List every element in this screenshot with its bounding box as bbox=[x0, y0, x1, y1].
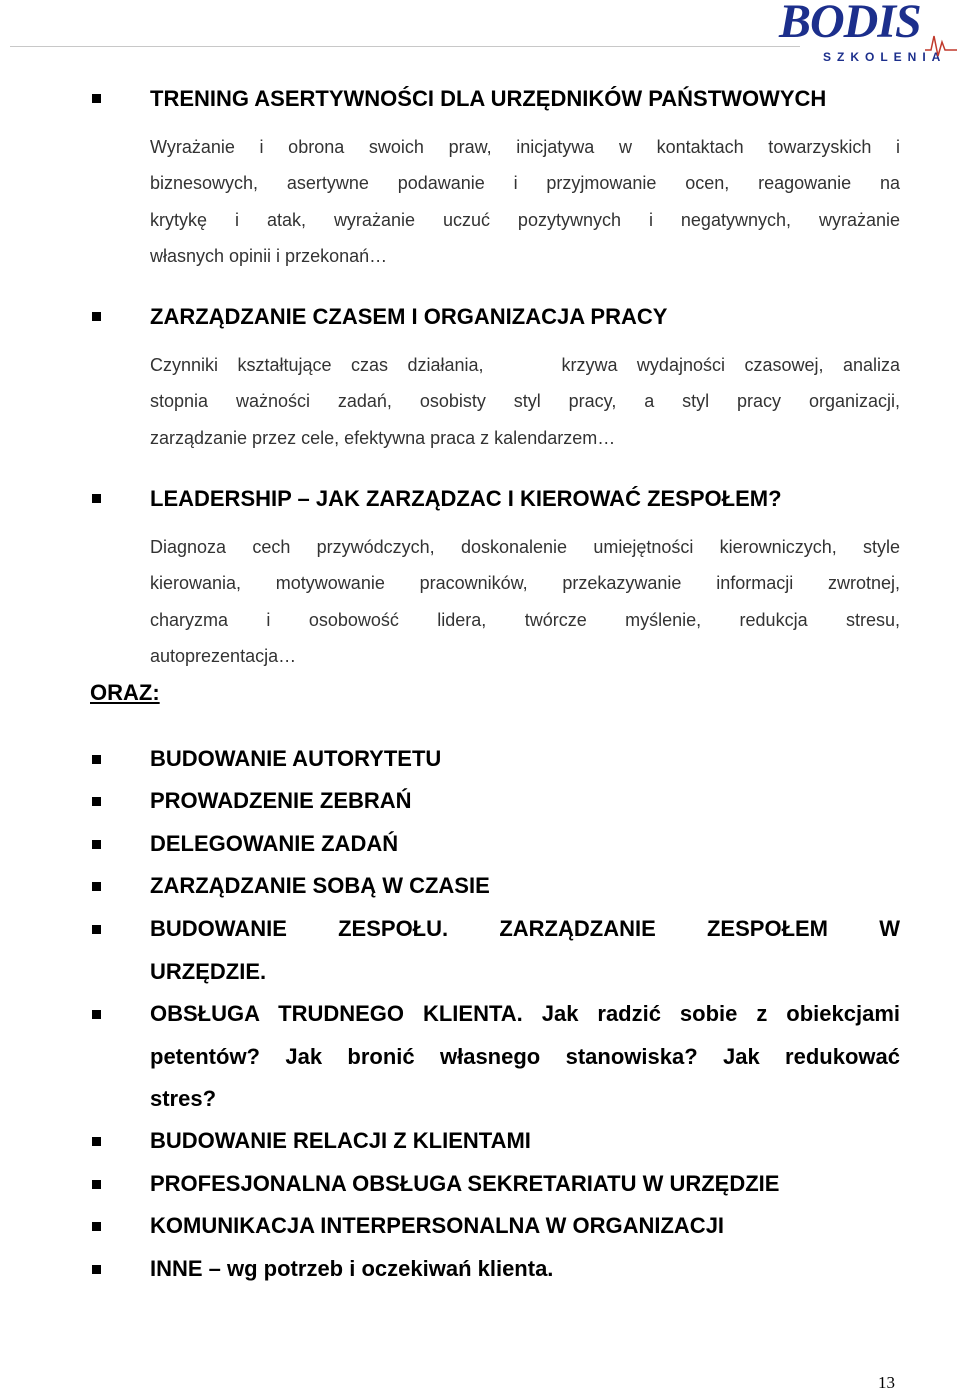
section-title: ZARZĄDZANIE CZASEM I ORGANIZACJA PRACY bbox=[150, 304, 668, 329]
list-item-line: BUDOWANIE AUTORYTETU bbox=[150, 746, 442, 771]
list-item-line: stres? bbox=[150, 1086, 217, 1111]
section-description bbox=[150, 347, 900, 456]
description-line: stopnia ważności zadań, osobisty styl pracy, a styl pracy organizacji, bbox=[150, 391, 900, 412]
list-item-line: INNE – wg potrzeb i oczekiwań klienta. bbox=[150, 1256, 554, 1281]
oraz-label: ORAZ: bbox=[90, 680, 160, 705]
list-item-line: PROFESJONALNA OBSŁUGA SEKRETARIATU W URZĘDZIE bbox=[150, 1171, 780, 1196]
list-bullet bbox=[92, 840, 101, 849]
section-bullet bbox=[92, 494, 101, 503]
list-item-line: ZARZĄDZANIE SOBĄ W CZASIE bbox=[150, 873, 490, 898]
description-line: charyzma i osobowość lidera, twórcze myślenie, redukcja stresu, bbox=[150, 609, 900, 630]
description-line: krytykę i atak, wyrażanie uczuć pozytywnych i negatywnych, wyrażanie bbox=[150, 209, 900, 230]
section-bullet bbox=[92, 312, 101, 321]
bodis-logo bbox=[775, 0, 960, 68]
list-item-line: BUDOWANIE ZESPOŁU. ZARZĄDZANIE ZESPOŁEM W bbox=[150, 916, 900, 941]
list-bullet bbox=[92, 755, 101, 764]
section-title: TRENING ASERTYWNOŚCI DLA URZĘDNIKÓW PAŃSTWOWYCH bbox=[150, 86, 827, 111]
list-item-line: BUDOWANIE RELACJI Z KLIENTAMI bbox=[150, 1128, 531, 1153]
section-description bbox=[150, 529, 900, 675]
page-number: 13 bbox=[878, 1373, 895, 1392]
list-item-line: DELEGOWANIE ZADAŃ bbox=[150, 831, 399, 856]
list-item-line: URZĘDZIE. bbox=[150, 958, 267, 984]
list-item-line: petentów? Jak bronić własnego stanowiska? Jak redukować bbox=[150, 1043, 900, 1069]
section-title: LEADERSHIP – JAK ZARZĄDZAC I KIEROWAĆ ZESPOŁEM? bbox=[150, 486, 782, 511]
description-line: Czynniki kształtujące czas działania, krzywa wydajności czasowej, analiza bbox=[150, 355, 900, 375]
section-description bbox=[150, 129, 900, 275]
list-bullet bbox=[92, 1222, 101, 1231]
description-line: autoprezentacja… bbox=[150, 646, 297, 667]
list-bullet bbox=[92, 1010, 101, 1019]
logo-word: BODIS bbox=[779, 0, 921, 48]
list-item-line: OBSŁUGA TRUDNEGO KLIENTA. Jak radzić sobie z obiekcjami bbox=[150, 1001, 900, 1026]
header-rule bbox=[10, 46, 800, 47]
list-bullet bbox=[92, 1180, 101, 1189]
list-bullet bbox=[92, 797, 101, 806]
description-line: kierowania, motywowanie pracowników, przekazywanie informacji zwrotnej, bbox=[150, 573, 900, 594]
description-line: własnych opinii i przekonań… bbox=[150, 246, 388, 267]
list-bullet bbox=[92, 1265, 101, 1274]
description-line: Diagnoza cech przywódczych, doskonalenie umiejętności kierowniczych, style bbox=[150, 537, 900, 557]
list-item-line: PROWADZENIE ZEBRAŃ bbox=[150, 788, 412, 813]
logo-sub: SZKOLENIA bbox=[823, 50, 947, 64]
description-line: Wyrażanie i obrona swoich praw, inicjatywa w kontaktach towarzyskich i bbox=[150, 137, 900, 157]
list-bullet bbox=[92, 925, 101, 934]
pulse-line-icon bbox=[925, 30, 957, 60]
list-bullet bbox=[92, 1137, 101, 1146]
list-item-line: KOMUNIKACJA INTERPERSONALNA W ORGANIZACJI bbox=[150, 1213, 725, 1238]
description-line: biznesowych, asertywne podawanie i przyjmowanie ocen, reagowanie na bbox=[150, 173, 900, 194]
description-line: zarządzanie przez cele, efektywna praca z kalendarzem… bbox=[150, 427, 616, 448]
section-bullet bbox=[92, 94, 101, 103]
list-bullet bbox=[92, 882, 101, 891]
